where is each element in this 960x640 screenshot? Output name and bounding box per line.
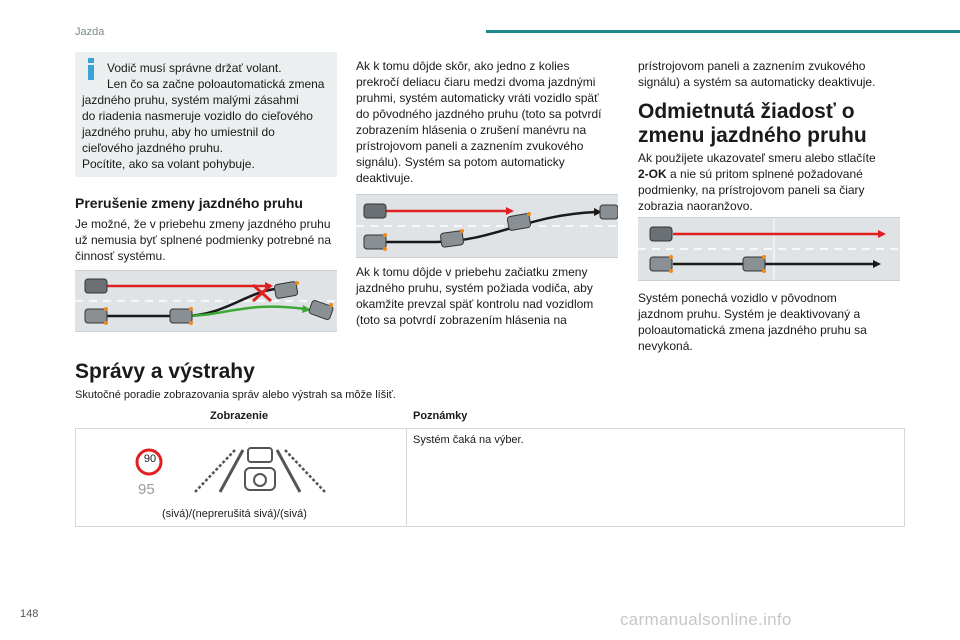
interruption-heading: Prerušenie zmeny jazdného pruhu [75, 195, 303, 211]
text-line: nevykoná. [638, 339, 693, 353]
column-header-notes: Poznámky [413, 410, 468, 422]
text-line: Ak k tomu dôjde skôr, ako jedno z kolies [356, 59, 570, 73]
header-accent-bar [486, 30, 960, 33]
text-line: poloautomatická zmena jazdného pruhu sa [638, 323, 867, 337]
text-line: Systém ponechá vozidlo v pôvodnom [638, 291, 837, 305]
cancel-maneuver-diagram [75, 270, 337, 332]
text-span: a nie sú pritom splnené požadované [666, 167, 863, 181]
text-line: Ak použijete ukazovateľ smeru alebo stlačíte [638, 151, 876, 165]
text-line: do pôvodného jazdného pruhu (toto sa potvrdí [356, 107, 602, 121]
text-line: Ak k tomu dôjde v priebehu začiatku zmeny [356, 265, 588, 279]
note-line: Vodič musí správne držať volant. [107, 61, 282, 75]
text-line: pruhmi, systém automaticky vráti vozidlo späť [356, 91, 599, 105]
right-paragraph-2 [638, 290, 867, 354]
note-line: cieľového jazdného pruhu. [82, 141, 223, 155]
messages-heading: Správy a výstrahy [75, 360, 255, 383]
interruption-text [75, 216, 331, 264]
text-line: jazdnom pruhu. Systém je deaktivovaný a [638, 307, 861, 321]
refused-change-diagram [638, 217, 900, 281]
text-line: Je možné, že v priebehu zmeny jazdného pruhu [75, 217, 331, 231]
text-line: činnosť systému. [75, 249, 166, 263]
right-continuation [638, 58, 875, 90]
lane-change-display-icon [135, 440, 335, 505]
heading-line: zmenu jazdného pruhu [638, 124, 867, 147]
text-line: zobrazia naoranžovo. [638, 199, 753, 213]
section-label: Jazda [75, 26, 105, 38]
text-line: už nemusia byť splnené podmienky potrebné na [75, 233, 331, 247]
return-to-lane-diagram [356, 194, 618, 258]
middle-paragraph-2 [356, 264, 593, 328]
text-line: okamžite prevzal späť kontrolu nad vozidlom [356, 297, 594, 311]
text-line: signálu). Systém sa potom automaticky [356, 155, 565, 169]
page-number: 148 [20, 608, 39, 620]
text-line: zobrazením hlásenia o zrušení manévru na [356, 123, 587, 137]
row-note: Systém čaká na výber. [413, 434, 524, 446]
text-line: signálu) a systém sa automaticky deaktivuje. [638, 75, 876, 89]
speed-limit-value: 90 [143, 453, 157, 465]
button-label-2-ok: 2-OK [638, 167, 667, 181]
display-caption: (sivá)/(neprerušitá sivá)/(sivá) [162, 508, 307, 520]
text-line [638, 166, 876, 182]
note-line: jazdného pruhu, aby ho umiestnil do [82, 125, 275, 139]
middle-paragraph-1 [356, 58, 602, 186]
note-line: jazdného pruhu, systém malými zásahmi [82, 93, 299, 107]
note-line: Pocítite, ako sa volant pohybuje. [82, 157, 255, 171]
right-paragraph-1 [638, 150, 876, 214]
messages-intro: Skutočné poradie zobrazovania správ alebo výstrah sa môže líšiť. [75, 389, 396, 401]
refused-request-heading [638, 100, 867, 148]
text-line: prístrojovom paneli a zaznením zvukového [356, 139, 584, 153]
text-line: podmienky, na prístrojovom paneli sa čiary [638, 183, 865, 197]
text-line: prekročí deliacu čiaru medzi dvoma jazdnými [356, 75, 596, 89]
heading-line: Odmietnutá žiadosť o [638, 100, 855, 123]
column-header-display: Zobrazenie [210, 410, 269, 422]
text-line: deaktivuje. [356, 171, 414, 185]
text-line: (toto sa potvrdí zobrazením hlásenia na [356, 313, 567, 327]
table-column-divider [406, 428, 407, 527]
note-line: Len čo sa začne poloautomatická zmena [107, 77, 325, 91]
note-line: do riadenia nasmeruje vozidlo do cieľového [82, 109, 313, 123]
text-line: jazdného pruhu, systém požiada vodiča, aby [356, 281, 593, 295]
text-line: prístrojovom paneli a zaznením zvukového [638, 59, 866, 73]
set-speed-value: 95 [138, 481, 155, 498]
info-icon [86, 58, 96, 80]
watermark: carmanualsonline.info [620, 610, 792, 629]
